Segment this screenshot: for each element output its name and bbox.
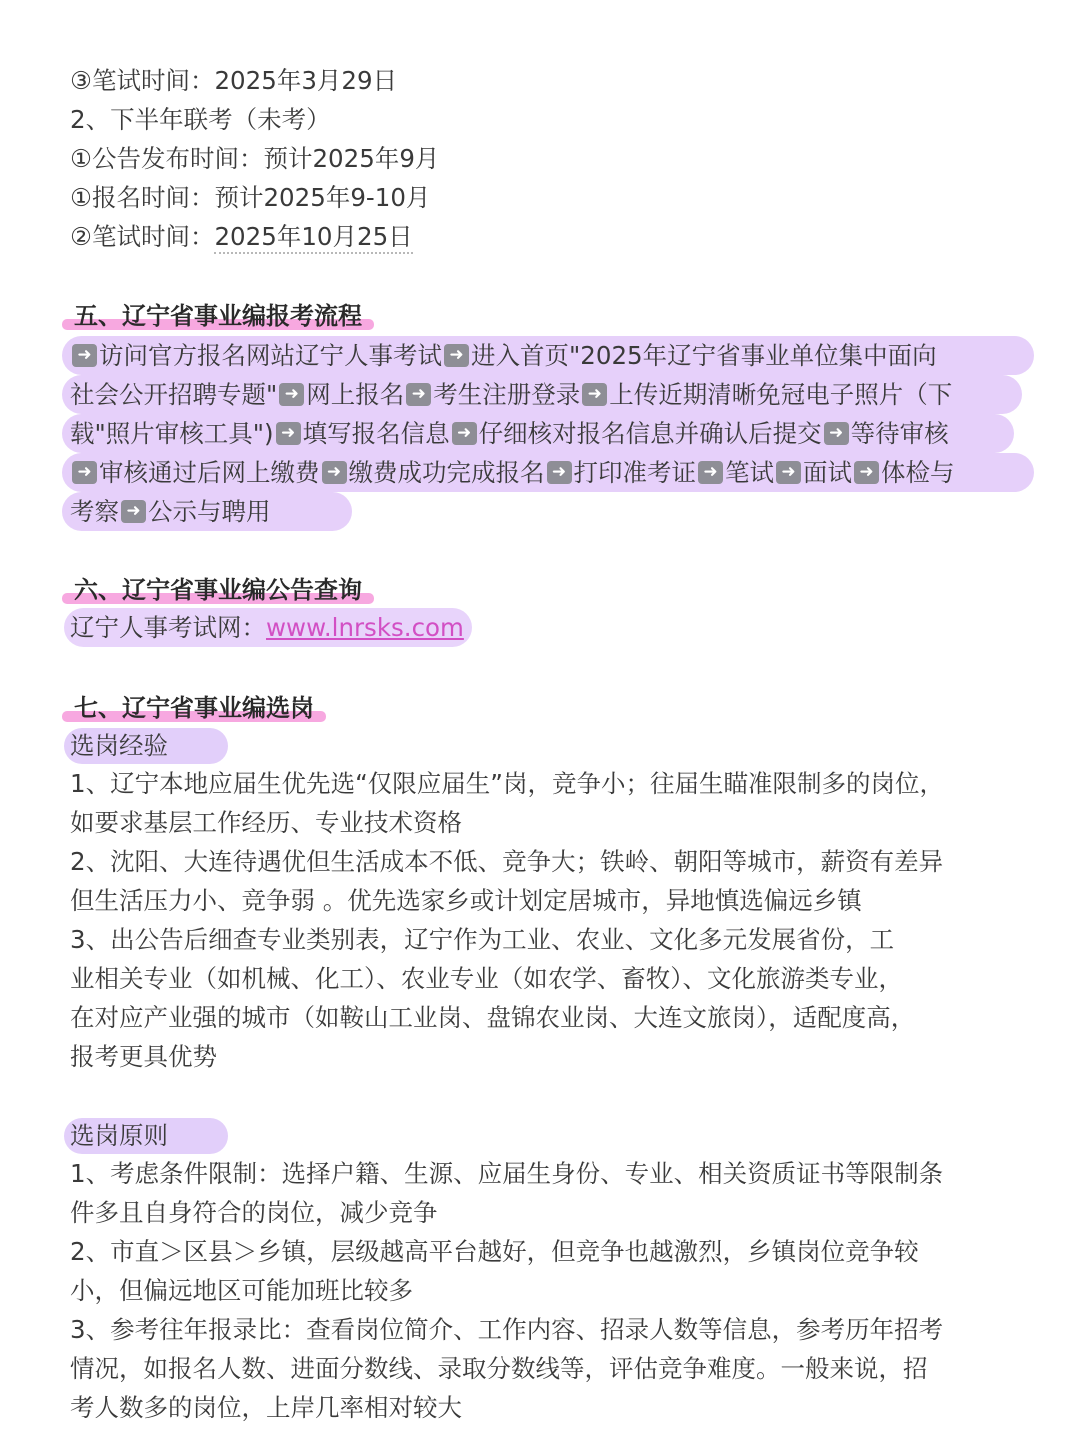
right-arrow-icon: ➜ <box>452 422 477 445</box>
flow-step: 打印准考证 <box>573 458 696 487</box>
website-link[interactable]: www.lnrsks.com <box>266 613 464 642</box>
flow-step: 笔试 <box>725 458 774 487</box>
text-line: 情况，如报名人数、进面分数线、录取分数线等，评估竞争难度。一般来说，招 <box>70 1354 928 1383</box>
text-line: 2、沈阳、大连待遇优但生活成本不低、竞争大；铁岭、朝阳等城市，薪资有差异 <box>70 847 944 876</box>
right-arrow-icon: ➜ <box>444 344 469 367</box>
section-5 <box>70 298 1030 334</box>
section-6 <box>70 572 1030 647</box>
text-line: 1、考虑条件限制：选择户籍、生源、应届生身份、专业、相关资质证书等限制条 <box>70 1159 944 1188</box>
exam-date-underlined: 2025年10月25日 <box>214 222 412 254</box>
section-5-heading <box>70 298 1030 334</box>
flow-step: 考生注册登录 <box>433 380 581 409</box>
text-line: 2、下半年联考（未考） <box>70 105 331 134</box>
text-line: 件多且自身符合的岗位，减少竞争 <box>70 1198 438 1227</box>
text-line: 1、辽宁本地应届生优先选“仅限应届生”岗，竞争小；往届生瞄准限制多的岗位， <box>70 769 944 798</box>
right-arrow-icon: ➜ <box>547 461 572 484</box>
flow-step: 填写报名信息 <box>302 419 450 448</box>
website-label: 辽宁人事考试网： <box>70 613 266 642</box>
selection-principles <box>70 1118 1030 1427</box>
right-arrow-icon: ➜ <box>776 461 801 484</box>
right-arrow-icon: ➜ <box>582 383 607 406</box>
right-arrow-icon: ➜ <box>276 422 301 445</box>
right-arrow-icon: ➜ <box>322 461 347 484</box>
flow-step: 考察 <box>70 497 119 526</box>
text-line: 但生活压力小、竞争弱 。优先选家乡或计划定居城市，异地慎选偏远乡镇 <box>70 886 862 915</box>
flow-step: 面试 <box>803 458 852 487</box>
text-line: 业相关专业（如机械、化工）、农业专业（如农学、畜牧）、文化旅游类专业， <box>70 964 903 993</box>
flow-line-1 <box>70 336 1030 375</box>
flow-step: 访问官方报名网站辽宁人事考试 <box>99 341 442 370</box>
flow-step: 等待审核 <box>850 419 949 448</box>
right-arrow-icon: ➜ <box>698 461 723 484</box>
right-arrow-icon: ➜ <box>854 461 879 484</box>
section-6-heading <box>70 572 1030 608</box>
flow-line-2 <box>70 375 1030 414</box>
flow-step: 社会公开招聘专题" <box>70 380 278 409</box>
section-title: 五、辽宁省事业编报考流程 <box>70 298 366 334</box>
right-arrow-icon: ➜ <box>279 383 304 406</box>
section-title: 七、辽宁省事业编选岗 <box>70 690 318 726</box>
flow-step: 上传近期清晰免冠电子照片（下 <box>609 380 953 409</box>
flow-step: 公示与聘用 <box>148 497 271 526</box>
flow-line-3 <box>70 414 1030 453</box>
flow-line-5 <box>70 492 1030 531</box>
text-line: 小，但偏远地区可能加班比较多 <box>70 1276 413 1305</box>
text-line: 3、出公告后细查专业类别表，辽宁作为工业、农业、文化多元发展省份，工 <box>70 925 895 954</box>
subheading-experience: 选岗经验 <box>64 728 228 764</box>
flow-step: 仔细核对报名信息并确认后提交 <box>478 419 822 448</box>
text-line: 考人数多的岗位，上岸几率相对较大 <box>70 1393 462 1422</box>
text-line: ①公告发布时间：预计2025年9月 <box>70 144 440 173</box>
text-line: ①报名时间：预计2025年9-10月 <box>70 183 431 212</box>
text-line: 如要求基层工作经历、专业技术资格 <box>70 808 462 837</box>
section-7-heading <box>70 690 1030 726</box>
text-line: 3、参考往年报录比：查看岗位简介、工作内容、招录人数等信息，参考历年招考 <box>70 1315 944 1344</box>
flow-step: 网上报名 <box>306 380 405 409</box>
subheading-principles: 选岗原则 <box>64 1118 228 1154</box>
flow-step: 载"照片审核工具") <box>70 419 274 448</box>
flow-step: 体检与 <box>881 458 955 487</box>
flow-step: 审核通过后网上缴费 <box>99 458 320 487</box>
application-flow <box>70 336 1030 531</box>
right-arrow-icon: ➜ <box>824 422 849 445</box>
flow-line-4 <box>70 453 1030 492</box>
right-arrow-icon: ➜ <box>72 461 97 484</box>
exam-schedule-block <box>70 61 1030 256</box>
text-line: ③笔试时间：2025年3月29日 <box>70 66 398 95</box>
right-arrow-icon: ➜ <box>121 500 146 523</box>
text-line: 2、市直＞区县＞乡镇，层级越高平台越好，但竞争也越激烈，乡镇岗位竞争较 <box>70 1237 919 1266</box>
flow-step: 缴费成功完成报名 <box>348 458 545 487</box>
section-title: 六、辽宁省事业编公告查询 <box>70 572 366 608</box>
flow-step: 进入首页"2025年辽宁省事业单位集中面向 <box>471 341 937 370</box>
text-line: 在对应产业强的城市（如鞍山工业岗、盘锦农业岗、大连文旅岗），适配度高， <box>70 1003 916 1032</box>
right-arrow-icon: ➜ <box>72 344 97 367</box>
text-line: 报考更具优势 <box>70 1042 217 1071</box>
section-7 <box>70 690 1030 1076</box>
website-line <box>70 608 1030 647</box>
right-arrow-icon: ➜ <box>406 383 431 406</box>
text-segment: ②笔试时间： <box>70 222 215 251</box>
text-line <box>70 217 1030 256</box>
